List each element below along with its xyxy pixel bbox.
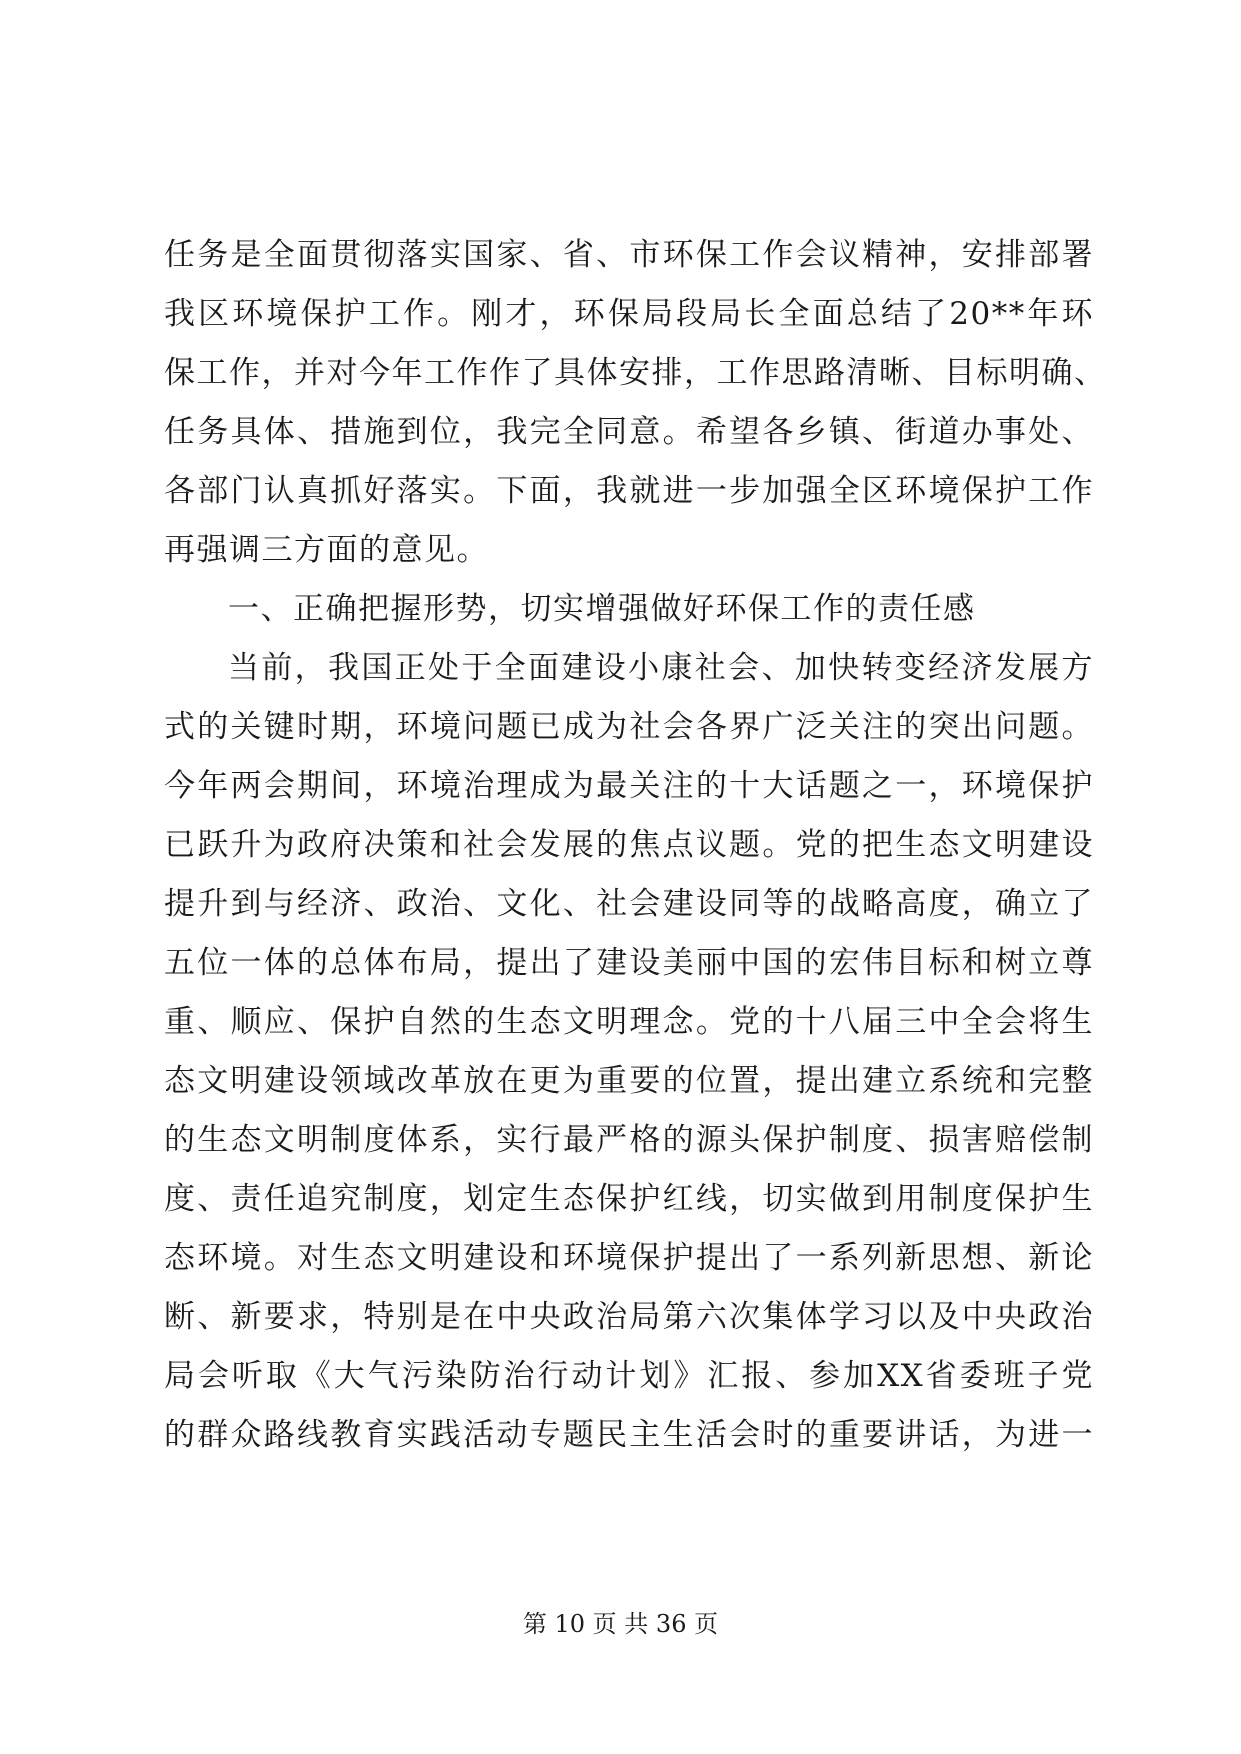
text-line: 式的关键时期，环境问题已成为社会各界广泛关注的突出问题。 [164,709,1094,745]
text-line: 态文明建设领域改革放在更为重要的位置，提出建立系统和完整 [164,1063,1094,1099]
text-line: 断、新要求，特别是在中央政治局第六次集体学习以及中央政治 [164,1299,1094,1335]
text-line: 保工作，并对今年工作作了具体安排，工作思路清晰、目标明确、 [164,355,1107,391]
section-heading: 一、正确把握形势，切实增强做好环保工作的责任感 [228,591,976,627]
body-text [164,226,1107,1465]
page-number-footer: 第 10 页 共 36 页 [522,1610,719,1638]
text-line: 局会听取《大气污染防治行动计划》汇报、参加XX省委班子党 [164,1358,1094,1394]
text-line: 态环境。对生态文明建设和环境保护提出了一系列新思想、新论 [164,1240,1094,1276]
text-line: 的群众路线教育实践活动专题民主生活会时的重要讲话，为进一 [164,1417,1094,1453]
text-line: 五位一体的总体布局，提出了建设美丽中国的宏伟目标和树立尊 [164,945,1094,981]
text-line: 已跃升为政府决策和社会发展的焦点议题。党的把生态文明建设 [164,827,1094,863]
text-line: 今年两会期间，环境治理成为最关注的十大话题之一，环境保护 [164,768,1094,804]
text-line: 任务是全面贯彻落实国家、省、市环保工作会议精神，安排部署 [164,237,1094,273]
text-line: 重、顺应、保护自然的生态文明理念。党的十八届三中全会将生 [164,1004,1094,1040]
text-line: 任务具体、措施到位，我完全同意。希望各乡镇、街道办事处、 [164,414,1094,450]
text-line: 度、责任追究制度，划定生态保护红线，切实做到用制度保护生 [164,1181,1094,1217]
text-line: 提升到与经济、政治、文化、社会建设同等的战略高度，确立了 [164,886,1094,922]
text-line: 当前，我国正处于全面建设小康社会、加快转变经济发展方 [228,650,1094,686]
text-line: 的生态文明制度体系，实行最严格的源头保护制度、损害赔偿制 [164,1122,1094,1158]
text-line: 各部门认真抓好落实。下面，我就进一步加强全区环境保护工作 [164,473,1094,509]
text-line: 我区环境保护工作。刚才，环保局段局长全面总结了20**年环 [164,296,1094,332]
text-line: 再强调三方面的意见。 [164,532,489,568]
